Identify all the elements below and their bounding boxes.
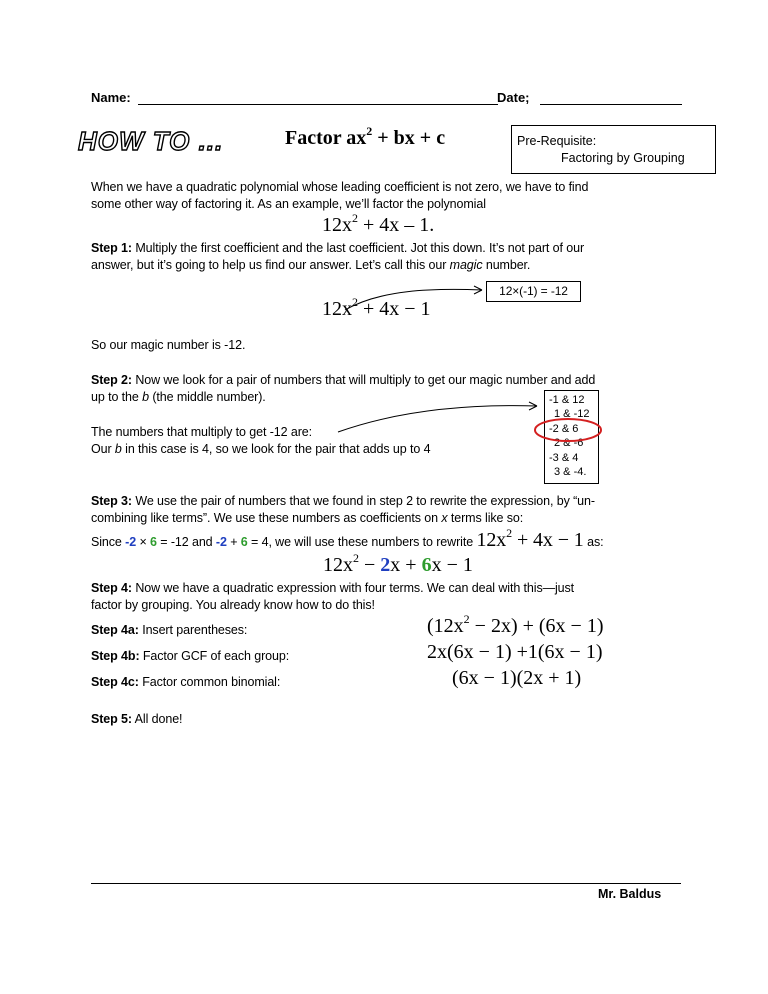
step2-line-3: The numbers that multiply to get -12 are: — [91, 425, 313, 439]
step2-line-1: Step 2: Now we look for a pair of numbers that will multiply to get our magic number and add — [91, 373, 596, 387]
factor-pair: -3 & 4 — [549, 452, 579, 464]
name-line[interactable] — [138, 104, 498, 105]
date-line[interactable] — [540, 104, 682, 105]
prerequisite-box — [511, 125, 716, 174]
step4-line-2: factor by grouping. You already know how to do this! — [91, 598, 375, 612]
intro-line-2: some other way of factoring it. As an example, we’ll factor the polynomial — [91, 197, 486, 211]
step5-text: Step 5: All done! — [91, 712, 183, 726]
step3-line-1: Step 3: We use the pair of numbers that we found in step 2 to rewrite the expression, by “un- — [91, 494, 595, 508]
step3-since-line: Since -2 × 6 = -12 and -2 + 6 = 4, we will use these numbers to rewrite $12x^2 + 4x - 1$ as: — [91, 526, 604, 551]
name-label: Name: — [91, 90, 131, 105]
magic-number-box: 12×(-1) = -12 — [486, 281, 581, 302]
step1-polynomial: $12x^2 + 4x - 1$ — [322, 295, 431, 320]
step4-line-1: Step 4: Now we have a quadratic expression with four terms. We can deal with this—just — [91, 581, 575, 595]
step4b-math: 2x(6x − 1) +1(6x − 1) — [427, 641, 603, 663]
magic-number-result: So our magic number is -12. — [91, 338, 246, 352]
prerequisite-label: Pre-Requisite: — [517, 134, 597, 148]
topic-title: Factor $ax^2$ + bx + c — [285, 124, 446, 149]
footer-rule — [91, 883, 681, 884]
step4c-math: (6x − 1)(2x + 1) — [452, 667, 582, 689]
highlight-circle — [532, 416, 604, 444]
step4b-text: Step 4b: Factor GCF of each group: — [91, 649, 290, 663]
step1-line-2: answer, but it’s going to help us find our answer. Let’s call this our magic number. — [91, 258, 531, 272]
step1-line-1: Step 1: Multiply the first coefficient and the last coefficient. Jot this down. It’s not part of our — [91, 241, 585, 255]
date-label: Date; — [497, 90, 530, 105]
factor-pair: 2 & -6 — [554, 437, 584, 449]
author-name: Mr. Baldus — [598, 887, 662, 901]
factor-pair: -1 & 12 — [549, 394, 585, 406]
arrow-to-pairs — [330, 400, 545, 436]
factor-pair: 1 & -12 — [554, 408, 590, 420]
prerequisite-value: Factoring by Grouping — [561, 151, 685, 165]
step2-line-4: Our b in this case is 4, so we look for the pair that adds up to 4 — [91, 442, 431, 456]
step3-line-2: combining like terms”. We use these numbers as coefficients on x terms like so: — [91, 511, 524, 525]
example-polynomial: $12x^2 + 4x - 1$. — [322, 211, 435, 236]
factor-pair: 3 & -4. — [554, 466, 587, 478]
how-to-title: HOW TO ... — [78, 126, 224, 156]
factor-pair-selected: -2 & 6 — [549, 423, 579, 435]
step4a-math: $(12x^2 - 2x) + (6x - 1)$ — [427, 612, 604, 637]
rewritten-expression: $12x^2 - 2x + 6x - 1$ — [323, 551, 473, 576]
step4c-text: Step 4c: Factor common binomial: — [91, 675, 281, 689]
step4a-text: Step 4a: Insert parentheses: — [91, 623, 248, 637]
intro-line-1: When we have a quadratic polynomial whose leading coefficient is not zero, we have to find — [91, 180, 589, 194]
step2-line-2: up to the b (the middle number). — [91, 390, 266, 404]
